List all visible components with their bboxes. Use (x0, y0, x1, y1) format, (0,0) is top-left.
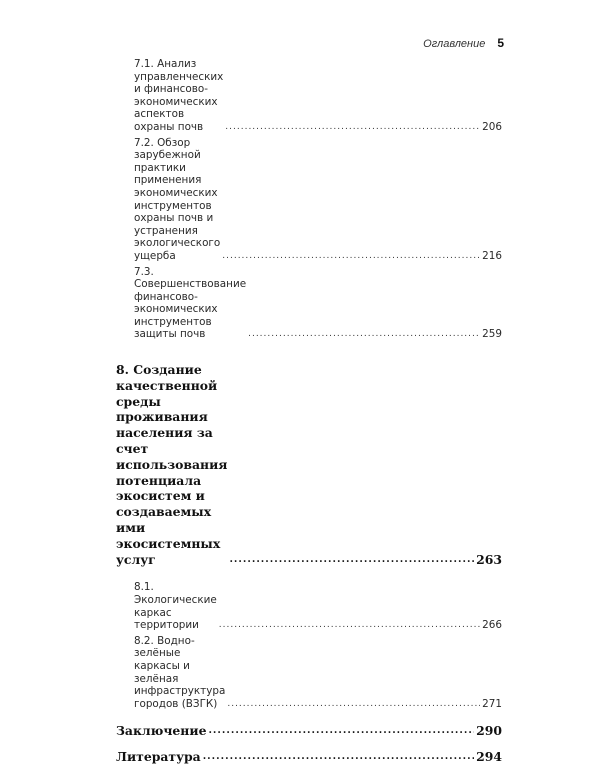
toc-entry-title: 7.2. Обзор зарубежной практики применения экономических инструментов охраны почв и устранения экологического ущерба (134, 136, 221, 262)
toc-chapter-page: 294 (476, 749, 502, 765)
dot-leader (225, 121, 480, 134)
toc-entry-page: 266 (482, 619, 502, 632)
toc-entry-page: 216 (482, 249, 502, 262)
toc-entry-title: 7.1. Анализ управленческих и финансово-экономических аспектов охраны почв (134, 58, 224, 133)
dot-leader (203, 749, 474, 765)
dot-leader (208, 723, 474, 739)
toc-chapter-title: Литература (116, 749, 201, 765)
page-number: 5 (497, 36, 504, 50)
toc-entry-title: 7.3. Совершенствование финансово-экономических инструментов защиты почв (134, 265, 247, 341)
toc-entry-7-3[interactable] (116, 266, 502, 342)
toc-chapter-page: 263 (476, 551, 502, 567)
toc-entry-8-1[interactable] (116, 581, 502, 631)
dot-leader (227, 698, 480, 711)
running-head-title: Оглавление (423, 38, 486, 50)
toc-entry-7-1[interactable] (116, 58, 502, 134)
toc-chapter-page: 290 (476, 723, 502, 739)
toc-chapter-title: Заключение (116, 723, 207, 739)
toc-entry-page: 271 (482, 697, 502, 710)
toc-entry-8-2[interactable] (116, 635, 502, 711)
toc-literature[interactable] (116, 749, 502, 765)
table-of-contents (116, 58, 502, 765)
toc-conclusion[interactable] (116, 723, 502, 739)
toc-entry-title: 8.2. Водно-зелёные каркасы и зелёная инфраструктура городов (ВЗГК) (134, 634, 226, 710)
toc-entry-title: 8.1. Экологические каркас территории (134, 581, 217, 632)
dot-leader (219, 619, 480, 632)
dot-leader (248, 328, 480, 341)
toc-entry-7-2[interactable] (116, 137, 502, 263)
dot-leader (222, 250, 480, 263)
running-head (116, 36, 504, 50)
toc-chapter-8[interactable] (116, 362, 502, 567)
toc-entry-page: 206 (482, 120, 502, 133)
toc-chapter-title: 8. Создание качественной среды проживания населения за счет использования потенциала экосистем и создаваемых ими экосистемных услуг (116, 362, 228, 567)
dot-leader (229, 552, 474, 568)
toc-entry-page: 259 (482, 328, 502, 341)
